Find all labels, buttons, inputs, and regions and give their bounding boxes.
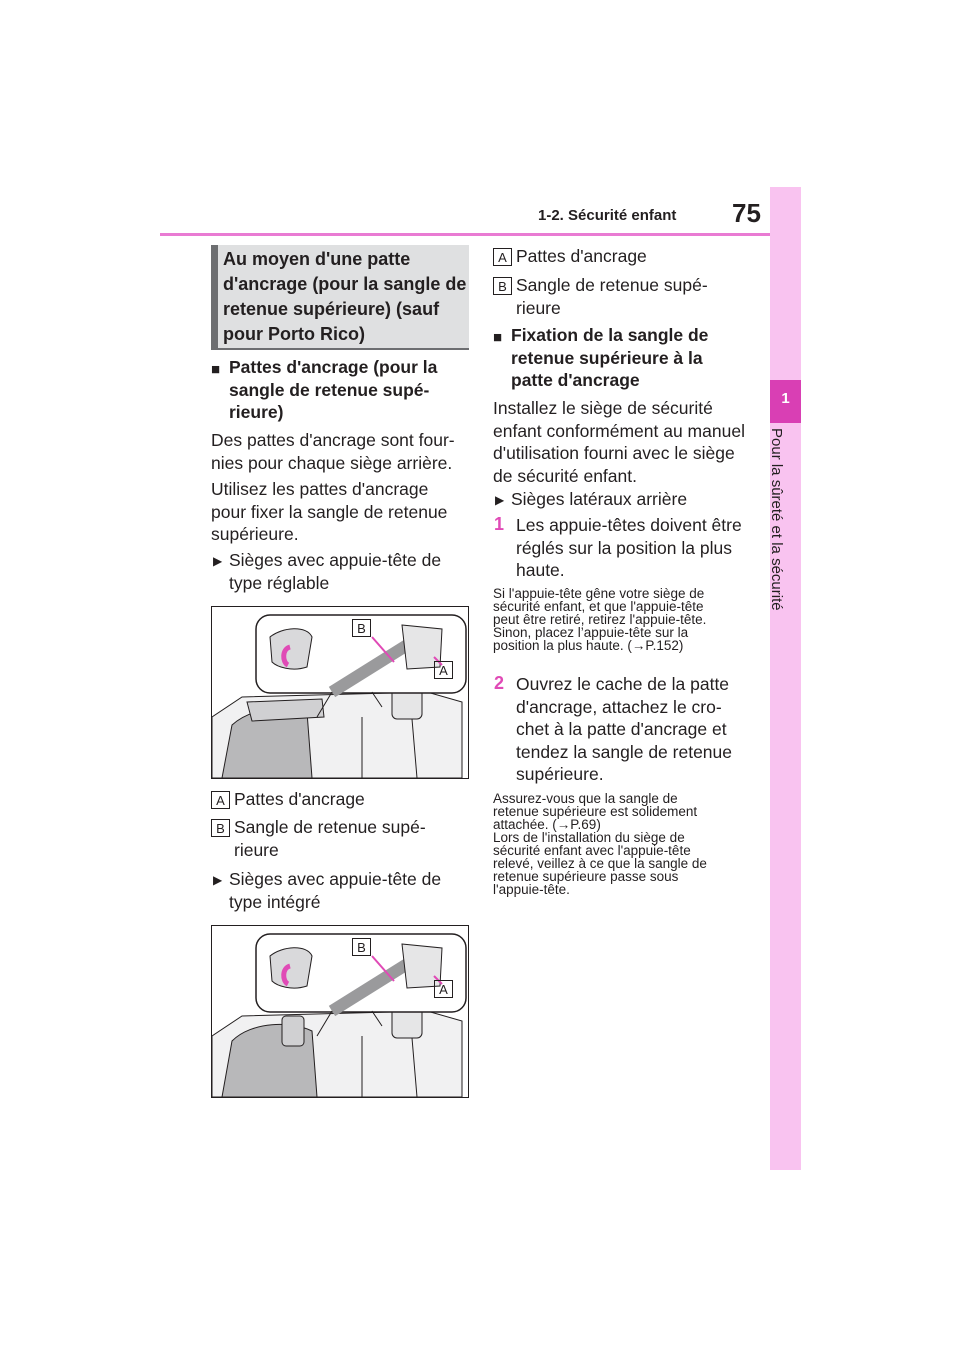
bullet-integrated-headrest: Sièges avec appuie-tête de type intégré	[229, 869, 442, 912]
figure-label-b: B	[352, 938, 371, 956]
subheading-anchor-brackets: Pattes d'ancrage (pour la sangle de retenue supé- rieure)	[229, 357, 438, 422]
chapter-side-tab	[770, 187, 801, 1170]
figure-label-a: A	[434, 661, 453, 679]
step-attach-hook: Ouvrez le cache de la patte d'ancrage, attachez le cro- chet à la patte d'ancrage et tendez la sangle de retenue supérieure.	[516, 674, 732, 784]
bullet-arrow: ▶	[213, 873, 223, 887]
bullet-arrow: ▶	[213, 554, 223, 568]
bullet-rear-outboard: Sièges latéraux arrière	[511, 489, 688, 509]
section-title: 1-2. Sécurité enfant	[538, 207, 677, 224]
figure-integrated-headrest	[211, 925, 469, 1098]
seat-illustration-1	[212, 607, 468, 778]
square-marker: ■	[211, 361, 221, 378]
legend-label-b: B	[211, 819, 230, 837]
paragraph-install-seat: Installez le siège de sécurité enfant conformément au manuel d'utilisation fourni avec le siège de sécurité enfant.	[493, 398, 745, 486]
step-number: 1	[494, 514, 505, 534]
legend-anchor-brackets: Pattes d'ancrage	[516, 246, 647, 266]
figure-adjustable-headrest	[211, 606, 469, 779]
bullet-adjustable-headrest: Sièges avec appuie-tête de type réglable	[229, 550, 442, 593]
section-heading: Au moyen d'une patte d'ancrage (pour la sangle de retenue supérieure) (sauf pour Porto Rico)	[223, 249, 467, 344]
bullet-arrow: ▶	[495, 493, 505, 507]
subheading-fixing-tether: Fixation de la sangle de retenue supérieure à la patte d'ancrage	[511, 325, 709, 390]
chapter-title: Pour la sûreté et la sécurité	[768, 428, 785, 611]
note-headrest: Si l'appuie-tête gêne votre siège de sécurité enfant, et que l'appuie-tête peut être retiré, retirez l'appuie-tête. Sinon, placez l’appuie-tête sur la position la plus haute. (→P.152)	[493, 586, 707, 653]
figure-label-a: A	[434, 980, 453, 998]
heading-underline	[211, 348, 469, 350]
legend-top-tether: Sangle de retenue supé- rieure	[234, 817, 426, 860]
paragraph-brackets-provided: Des pattes d'ancrage sont four- nies pour chaque siège arrière.	[211, 430, 455, 473]
chapter-number: 1	[781, 390, 790, 407]
legend-anchor-brackets: Pattes d'ancrage	[234, 789, 365, 809]
header-rule	[160, 233, 770, 236]
note-tether: Assurez-vous que la sangle de retenue supérieure est solidement attachée. (→P.69) Lors de l'installation du siège de sécurité enfant avec l'appuie-tête relevé, veillez à ce que la sangle de retenue supérieure passe sous l'appuie-tête.	[493, 791, 707, 897]
paragraph-use-brackets: Utilisez les pattes d'ancrage pour fixer la sangle de retenue supérieure.	[211, 479, 448, 544]
legend-top-tether: Sangle de retenue supé- rieure	[516, 275, 708, 318]
legend-label-b: B	[493, 277, 512, 295]
legend-label-a: A	[211, 791, 230, 809]
heading-bar	[211, 245, 218, 348]
step-number: 2	[494, 673, 505, 693]
legend-label-a: A	[493, 248, 512, 266]
page-number: 75	[732, 198, 761, 228]
seat-illustration-2	[212, 926, 468, 1097]
figure-label-b: B	[352, 619, 371, 637]
square-marker: ■	[493, 329, 503, 346]
step-raise-headrest: Les appuie-têtes doivent être réglés sur la position la plus haute.	[516, 515, 742, 580]
